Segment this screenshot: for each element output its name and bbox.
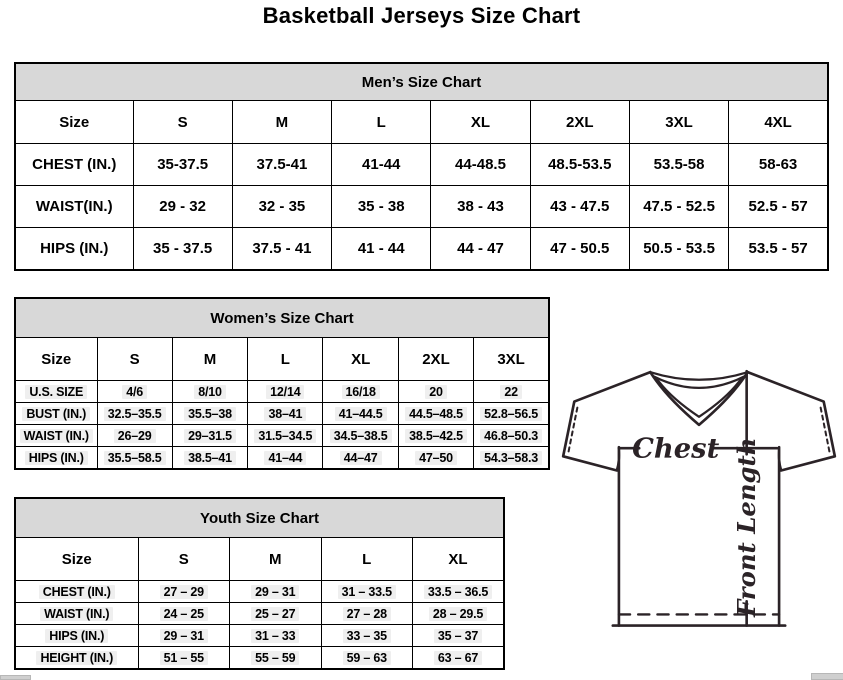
- table-row: [15, 144, 828, 186]
- size-value-cell: [97, 447, 172, 470]
- table-row: [15, 425, 549, 447]
- row-label-text: HIPS (IN.): [45, 629, 108, 643]
- size-value-cell-text: 46.8–50.3: [480, 429, 542, 443]
- size-value-cell-text: 34.5–38.5: [330, 429, 392, 443]
- size-value-cell: [321, 603, 413, 625]
- scrollbar-fragment-left: [0, 675, 31, 680]
- row-label: CHEST (IN.): [15, 144, 133, 186]
- size-value-cell-text: 25 – 27: [251, 607, 299, 621]
- size-value-cell-text: 52.8–56.5: [480, 407, 542, 421]
- table-row: [15, 447, 549, 470]
- size-value-cell: [323, 447, 398, 470]
- table-row: [15, 186, 828, 228]
- table-row: [15, 381, 549, 403]
- youth-table-title: Youth Size Chart: [15, 498, 504, 538]
- size-value-cell-text: 26–29: [114, 429, 156, 443]
- size-value-cell-text: 38.5–41: [184, 451, 236, 465]
- size-value-cell: 48.5-53.5: [530, 144, 629, 186]
- row-label: [15, 603, 138, 625]
- row-label-text: HEIGHT (IN.): [36, 651, 117, 665]
- size-value-cell-text: 35.5–38: [184, 407, 236, 421]
- womens-size-table: [14, 297, 550, 470]
- table-row: [15, 581, 504, 603]
- size-value-cell: [172, 447, 247, 470]
- row-label-text: BUST (IN.): [22, 407, 90, 421]
- size-value-cell: 38 - 43: [431, 186, 530, 228]
- size-value-cell: [138, 647, 230, 670]
- size-value-cell: [413, 647, 505, 670]
- size-value-cell: 44-48.5: [431, 144, 530, 186]
- size-value-cell-text: 24 – 25: [160, 607, 208, 621]
- size-value-cell-text: 28 – 29.5: [429, 607, 487, 621]
- size-value-cell: [474, 447, 549, 470]
- size-value-cell: 50.5 - 53.5: [629, 228, 728, 271]
- size-column-header: S: [133, 101, 232, 144]
- size-value-cell: [474, 403, 549, 425]
- size-label-header: Size: [15, 338, 97, 381]
- size-value-cell: [474, 425, 549, 447]
- size-value-cell: [321, 625, 413, 647]
- size-value-cell: [398, 425, 473, 447]
- size-value-cell-text: 27 – 28: [343, 607, 391, 621]
- size-column-header: M: [172, 338, 247, 381]
- size-value-cell: [248, 403, 323, 425]
- women-table-title: Women’s Size Chart: [15, 298, 549, 338]
- size-value-cell: 47 - 50.5: [530, 228, 629, 271]
- size-value-cell: [398, 447, 473, 470]
- size-value-cell-text: 35.5–58.5: [104, 451, 166, 465]
- size-value-cell: [138, 625, 230, 647]
- size-value-cell-text: 29 – 31: [251, 585, 299, 599]
- size-value-cell-text: 32.5–35.5: [104, 407, 166, 421]
- table-row: [15, 625, 504, 647]
- size-value-cell-text: 16/18: [342, 385, 380, 399]
- size-value-cell: [97, 381, 172, 403]
- row-label: WAIST(IN.): [15, 186, 133, 228]
- size-label-header: Size: [15, 101, 133, 144]
- size-value-cell-text: 31 – 33: [251, 629, 299, 643]
- size-value-cell-text: 38–41: [264, 407, 306, 421]
- size-value-cell: 35 - 37.5: [133, 228, 232, 271]
- size-value-cell: [413, 603, 505, 625]
- size-value-cell-text: 4/6: [122, 385, 147, 399]
- size-value-cell: [230, 647, 322, 670]
- size-value-cell-text: 51 – 55: [160, 651, 208, 665]
- size-value-cell: 43 - 47.5: [530, 186, 629, 228]
- size-value-cell: [323, 403, 398, 425]
- size-value-cell: 58-63: [729, 144, 828, 186]
- size-value-cell: 35-37.5: [133, 144, 232, 186]
- size-value-cell: 37.5 - 41: [232, 228, 331, 271]
- size-value-cell-text: 54.3–58.3: [480, 451, 542, 465]
- size-value-cell-text: 22: [500, 385, 522, 399]
- size-value-cell: 53.5 - 57: [729, 228, 828, 271]
- size-value-cell-text: 44–47: [340, 451, 382, 465]
- size-value-cell: 35 - 38: [332, 186, 431, 228]
- row-label: [15, 403, 97, 425]
- size-value-cell-text: 20: [425, 385, 447, 399]
- size-value-cell-text: 44.5–48.5: [405, 407, 467, 421]
- size-value-cell: 47.5 - 52.5: [629, 186, 728, 228]
- front-length-label: Front Length: [732, 437, 762, 618]
- table-row: [15, 403, 549, 425]
- page-title: Basketball Jerseys Size Chart: [262, 3, 581, 28]
- row-label-text: U.S. SIZE: [25, 385, 87, 399]
- men-table-title: Men’s Size Chart: [15, 63, 828, 101]
- jersey-diagram: [560, 360, 838, 654]
- size-value-cell: 41-44: [332, 144, 431, 186]
- size-value-cell: [248, 447, 323, 470]
- size-value-cell: [172, 381, 247, 403]
- size-column-header: S: [97, 338, 172, 381]
- size-value-cell: 41 - 44: [332, 228, 431, 271]
- size-column-header: 2XL: [398, 338, 473, 381]
- row-label-text: CHEST (IN.): [39, 585, 115, 599]
- collar-back-arc-inner: [653, 376, 744, 388]
- size-value-cell-text: 33.5 – 36.5: [424, 585, 492, 599]
- row-label: HIPS (IN.): [15, 228, 133, 271]
- size-value-cell: [230, 625, 322, 647]
- table-row: [15, 603, 504, 625]
- size-value-cell-text: 29–31.5: [184, 429, 236, 443]
- size-value-cell: [97, 403, 172, 425]
- size-column-header: 3XL: [629, 101, 728, 144]
- row-label: [15, 581, 138, 603]
- size-value-cell-text: 31 – 33.5: [338, 585, 396, 599]
- size-value-cell: 29 - 32: [133, 186, 232, 228]
- size-column-header: L: [321, 538, 413, 581]
- size-value-cell-text: 47–50: [415, 451, 457, 465]
- row-label: [15, 647, 138, 670]
- size-value-cell: [321, 581, 413, 603]
- size-value-cell: [248, 381, 323, 403]
- row-label: [15, 625, 138, 647]
- size-column-header: 2XL: [530, 101, 629, 144]
- size-value-cell: [172, 403, 247, 425]
- size-value-cell: [97, 425, 172, 447]
- collar-back-arc-outer: [650, 372, 747, 380]
- size-value-cell: [323, 425, 398, 447]
- row-label-text: WAIST (IN.): [20, 429, 93, 443]
- size-value-cell-text: 63 – 67: [434, 651, 482, 665]
- table-row: [15, 647, 504, 670]
- size-column-header: XL: [431, 101, 530, 144]
- size-value-cell-text: 41–44.5: [335, 407, 387, 421]
- row-label: [15, 447, 97, 470]
- table-row: [15, 228, 828, 271]
- mens-size-table: [14, 62, 829, 271]
- size-value-cell: [230, 603, 322, 625]
- size-value-cell: 44 - 47: [431, 228, 530, 271]
- size-value-cell-text: 31.5–34.5: [254, 429, 316, 443]
- size-value-cell: [321, 647, 413, 670]
- size-value-cell: [474, 381, 549, 403]
- size-value-cell-text: 8/10: [194, 385, 226, 399]
- size-column-header: 3XL: [474, 338, 549, 381]
- size-value-cell: [138, 581, 230, 603]
- size-value-cell-text: 41–44: [264, 451, 306, 465]
- size-value-cell: [413, 581, 505, 603]
- size-value-cell: [248, 425, 323, 447]
- size-value-cell: [230, 581, 322, 603]
- size-value-cell: 32 - 35: [232, 186, 331, 228]
- size-column-header: XL: [413, 538, 505, 581]
- size-column-header: XL: [323, 338, 398, 381]
- size-value-cell-text: 33 – 35: [343, 629, 391, 643]
- size-value-cell-text: 12/14: [266, 385, 304, 399]
- size-value-cell: [413, 625, 505, 647]
- size-label-header: Size: [15, 538, 138, 581]
- youth-size-table: [14, 497, 505, 670]
- size-value-cell-text: 27 – 29: [160, 585, 208, 599]
- row-label: [15, 381, 97, 403]
- size-value-cell: [138, 603, 230, 625]
- size-value-cell: [172, 425, 247, 447]
- row-label-text: WAIST (IN.): [40, 607, 113, 621]
- size-value-cell: 52.5 - 57: [729, 186, 828, 228]
- size-value-cell: [398, 381, 473, 403]
- size-column-header: M: [230, 538, 322, 581]
- size-column-header: L: [248, 338, 323, 381]
- size-value-cell: 37.5-41: [232, 144, 331, 186]
- size-value-cell-text: 59 – 63: [343, 651, 391, 665]
- size-column-header: 4XL: [729, 101, 828, 144]
- size-value-cell: 53.5-58: [629, 144, 728, 186]
- size-value-cell-text: 38.5–42.5: [405, 429, 467, 443]
- size-column-header: S: [138, 538, 230, 581]
- size-value-cell-text: 55 – 59: [251, 651, 299, 665]
- size-value-cell-text: 29 – 31: [160, 629, 208, 643]
- row-label-text: HIPS (IN.): [25, 451, 88, 465]
- row-label: [15, 425, 97, 447]
- size-value-cell: [398, 403, 473, 425]
- chest-label: Chest: [632, 432, 720, 465]
- size-value-cell: [323, 381, 398, 403]
- size-column-header: M: [232, 101, 331, 144]
- size-column-header: L: [332, 101, 431, 144]
- size-value-cell-text: 35 – 37: [434, 629, 482, 643]
